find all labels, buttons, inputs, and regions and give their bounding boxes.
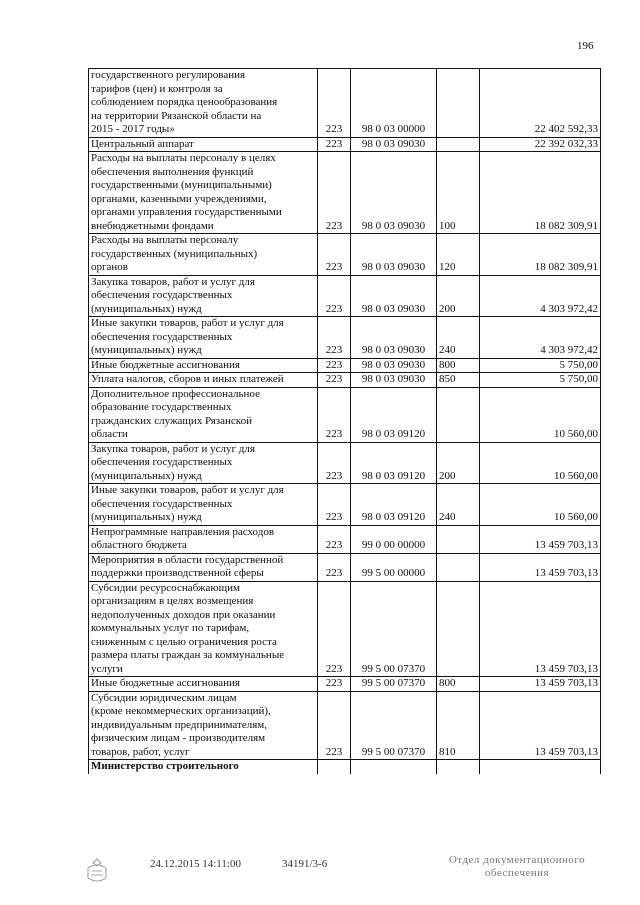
cell-vedom: 223 <box>318 581 351 677</box>
cell-vr: 800 <box>437 677 480 692</box>
cell-sum: 13 459 703,13 <box>480 691 601 760</box>
cell-sum: 10 560,00 <box>480 442 601 484</box>
cell-vedom: 223 <box>318 387 351 442</box>
cell-name: Дополнительное профессиональное образование государственных гражданских служащих Рязанской области <box>89 387 318 442</box>
cell-name: Иные закупки товаров, работ и услуг для обеспечения государственных (муниципальных) нужд <box>89 317 318 359</box>
stamp-line-1: Отдел документационного <box>448 854 586 866</box>
cell-name: Непрограммные направления расходов областного бюджета <box>89 525 318 553</box>
cell-sum: 13 459 703,13 <box>480 525 601 553</box>
cell-vr: 800 <box>437 358 480 373</box>
cell-vr: 120 <box>437 234 480 276</box>
cell-csr: 98 0 03 09030 <box>351 317 437 359</box>
cell-vedom: 223 <box>318 275 351 317</box>
table-row <box>89 317 601 359</box>
cell-vr: 810 <box>437 691 480 760</box>
footer-doc-number: 34191/3-6 <box>282 858 328 870</box>
cell-name: Иные бюджетные ассигнования <box>89 358 318 373</box>
table-row <box>89 525 601 553</box>
cell-name: Министерство строительного <box>89 760 318 774</box>
table-row <box>89 553 601 581</box>
table-row <box>89 152 601 234</box>
table-row <box>89 137 601 152</box>
cell-vr <box>437 69 480 138</box>
cell-csr: 99 5 00 07370 <box>351 691 437 760</box>
cell-vedom: 223 <box>318 234 351 276</box>
cell-csr <box>351 760 437 774</box>
cell-csr: 98 0 03 09120 <box>351 387 437 442</box>
cell-csr: 98 0 03 00000 <box>351 69 437 138</box>
cell-sum: 4 303 972,42 <box>480 317 601 359</box>
cell-name: Иные бюджетные ассигнования <box>89 677 318 692</box>
cell-sum: 18 082 309,91 <box>480 234 601 276</box>
cell-vr <box>437 525 480 553</box>
cell-vr: 200 <box>437 442 480 484</box>
table-row <box>89 358 601 373</box>
cell-vedom: 223 <box>318 358 351 373</box>
table-row <box>89 484 601 526</box>
emblem-icon <box>80 856 114 886</box>
cell-name: Уплата налогов, сборов и иных платежей <box>89 373 318 388</box>
cell-vedom: 223 <box>318 373 351 388</box>
cell-name: Закупка товаров, работ и услуг для обеспечения государственных (муниципальных) нужд <box>89 275 318 317</box>
table-row <box>89 442 601 484</box>
table-row <box>89 677 601 692</box>
cell-name: Иные закупки товаров, работ и услуг для обеспечения государственных (муниципальных) нужд <box>89 484 318 526</box>
cell-csr: 98 0 03 09030 <box>351 358 437 373</box>
cell-sum <box>480 760 601 774</box>
cell-vedom: 223 <box>318 677 351 692</box>
cell-vedom: 223 <box>318 152 351 234</box>
cell-sum: 5 750,00 <box>480 358 601 373</box>
cell-name: Расходы на выплаты персоналу государственных (муниципальных) органов <box>89 234 318 276</box>
cell-vr <box>437 760 480 774</box>
cell-csr: 98 0 03 09030 <box>351 234 437 276</box>
cell-csr: 98 0 03 09120 <box>351 442 437 484</box>
cell-vedom: 223 <box>318 317 351 359</box>
cell-sum: 13 459 703,13 <box>480 677 601 692</box>
cell-csr: 99 5 00 07370 <box>351 581 437 677</box>
cell-vr <box>437 553 480 581</box>
cell-name: Расходы на выплаты персоналу в целях обеспечения выполнения функций государственными (муниципальными) органами, казенными учреждениями, органами управления государственными внебюджетными фондами <box>89 152 318 234</box>
page-number: 196 <box>577 40 594 52</box>
cell-sum: 22 402 592,33 <box>480 69 601 138</box>
cell-sum: 4 303 972,42 <box>480 275 601 317</box>
cell-sum: 22 392 032,33 <box>480 137 601 152</box>
cell-name: Закупка товаров, работ и услуг для обеспечения государственных (муниципальных) нужд <box>89 442 318 484</box>
cell-name: государственного регулирования тарифов (цен) и контроля за соблюдением порядка ценообразования на территории Рязанской области на 2015 - 2017 годы» <box>89 69 318 138</box>
cell-sum: 13 459 703,13 <box>480 553 601 581</box>
footer-datetime: 24.12.2015 14:11:00 <box>150 858 241 870</box>
table-row <box>89 234 601 276</box>
cell-vr: 100 <box>437 152 480 234</box>
cell-vedom: 223 <box>318 137 351 152</box>
cell-csr: 98 0 03 09030 <box>351 275 437 317</box>
cell-vedom: 223 <box>318 442 351 484</box>
table-row <box>89 373 601 388</box>
cell-name: Центральный аппарат <box>89 137 318 152</box>
cell-vedom: 223 <box>318 691 351 760</box>
budget-table <box>88 68 601 774</box>
cell-vr: 240 <box>437 484 480 526</box>
cell-name: Субсидии ресурсоснабжающим организациям в целях возмещения недополученных доходов при оказании коммунальных услуг по тарифам, сниженным с целью ограничения роста размера платы граждан за коммунальные услуги <box>89 581 318 677</box>
table-row <box>89 69 601 138</box>
cell-csr: 98 0 03 09030 <box>351 373 437 388</box>
cell-sum: 18 082 309,91 <box>480 152 601 234</box>
cell-name: Мероприятия в области государственной поддержки производственной сферы <box>89 553 318 581</box>
cell-vedom: 223 <box>318 484 351 526</box>
table-row <box>89 581 601 677</box>
department-stamp <box>432 854 602 880</box>
cell-sum: 13 459 703,13 <box>480 581 601 677</box>
cell-sum: 5 750,00 <box>480 373 601 388</box>
cell-vr: 850 <box>437 373 480 388</box>
cell-vr <box>437 581 480 677</box>
cell-vedom: 223 <box>318 525 351 553</box>
cell-vedom <box>318 760 351 774</box>
cell-csr: 98 0 03 09120 <box>351 484 437 526</box>
cell-vedom: 223 <box>318 69 351 138</box>
cell-vr <box>437 137 480 152</box>
table-row <box>89 691 601 760</box>
cell-vr: 200 <box>437 275 480 317</box>
cell-csr: 99 5 00 07370 <box>351 677 437 692</box>
cell-csr: 98 0 03 09030 <box>351 152 437 234</box>
cell-vr: 240 <box>437 317 480 359</box>
cell-sum: 10 560,00 <box>480 484 601 526</box>
cell-csr: 99 0 00 00000 <box>351 525 437 553</box>
cell-vedom: 223 <box>318 553 351 581</box>
table-row <box>89 275 601 317</box>
table-row-ministry <box>89 760 601 774</box>
cell-csr: 98 0 03 09030 <box>351 137 437 152</box>
cell-vr <box>437 387 480 442</box>
cell-csr: 99 5 00 00000 <box>351 553 437 581</box>
cell-sum: 10 560,00 <box>480 387 601 442</box>
stamp-line-2: обеспечения <box>484 867 550 879</box>
budget-table-body <box>89 69 601 774</box>
cell-name: Субсидии юридическим лицам (кроме некоммерческих организаций), индивидуальным предпринимателям, физическим лицам - производителям товаров, работ, услуг <box>89 691 318 760</box>
table-row <box>89 387 601 442</box>
